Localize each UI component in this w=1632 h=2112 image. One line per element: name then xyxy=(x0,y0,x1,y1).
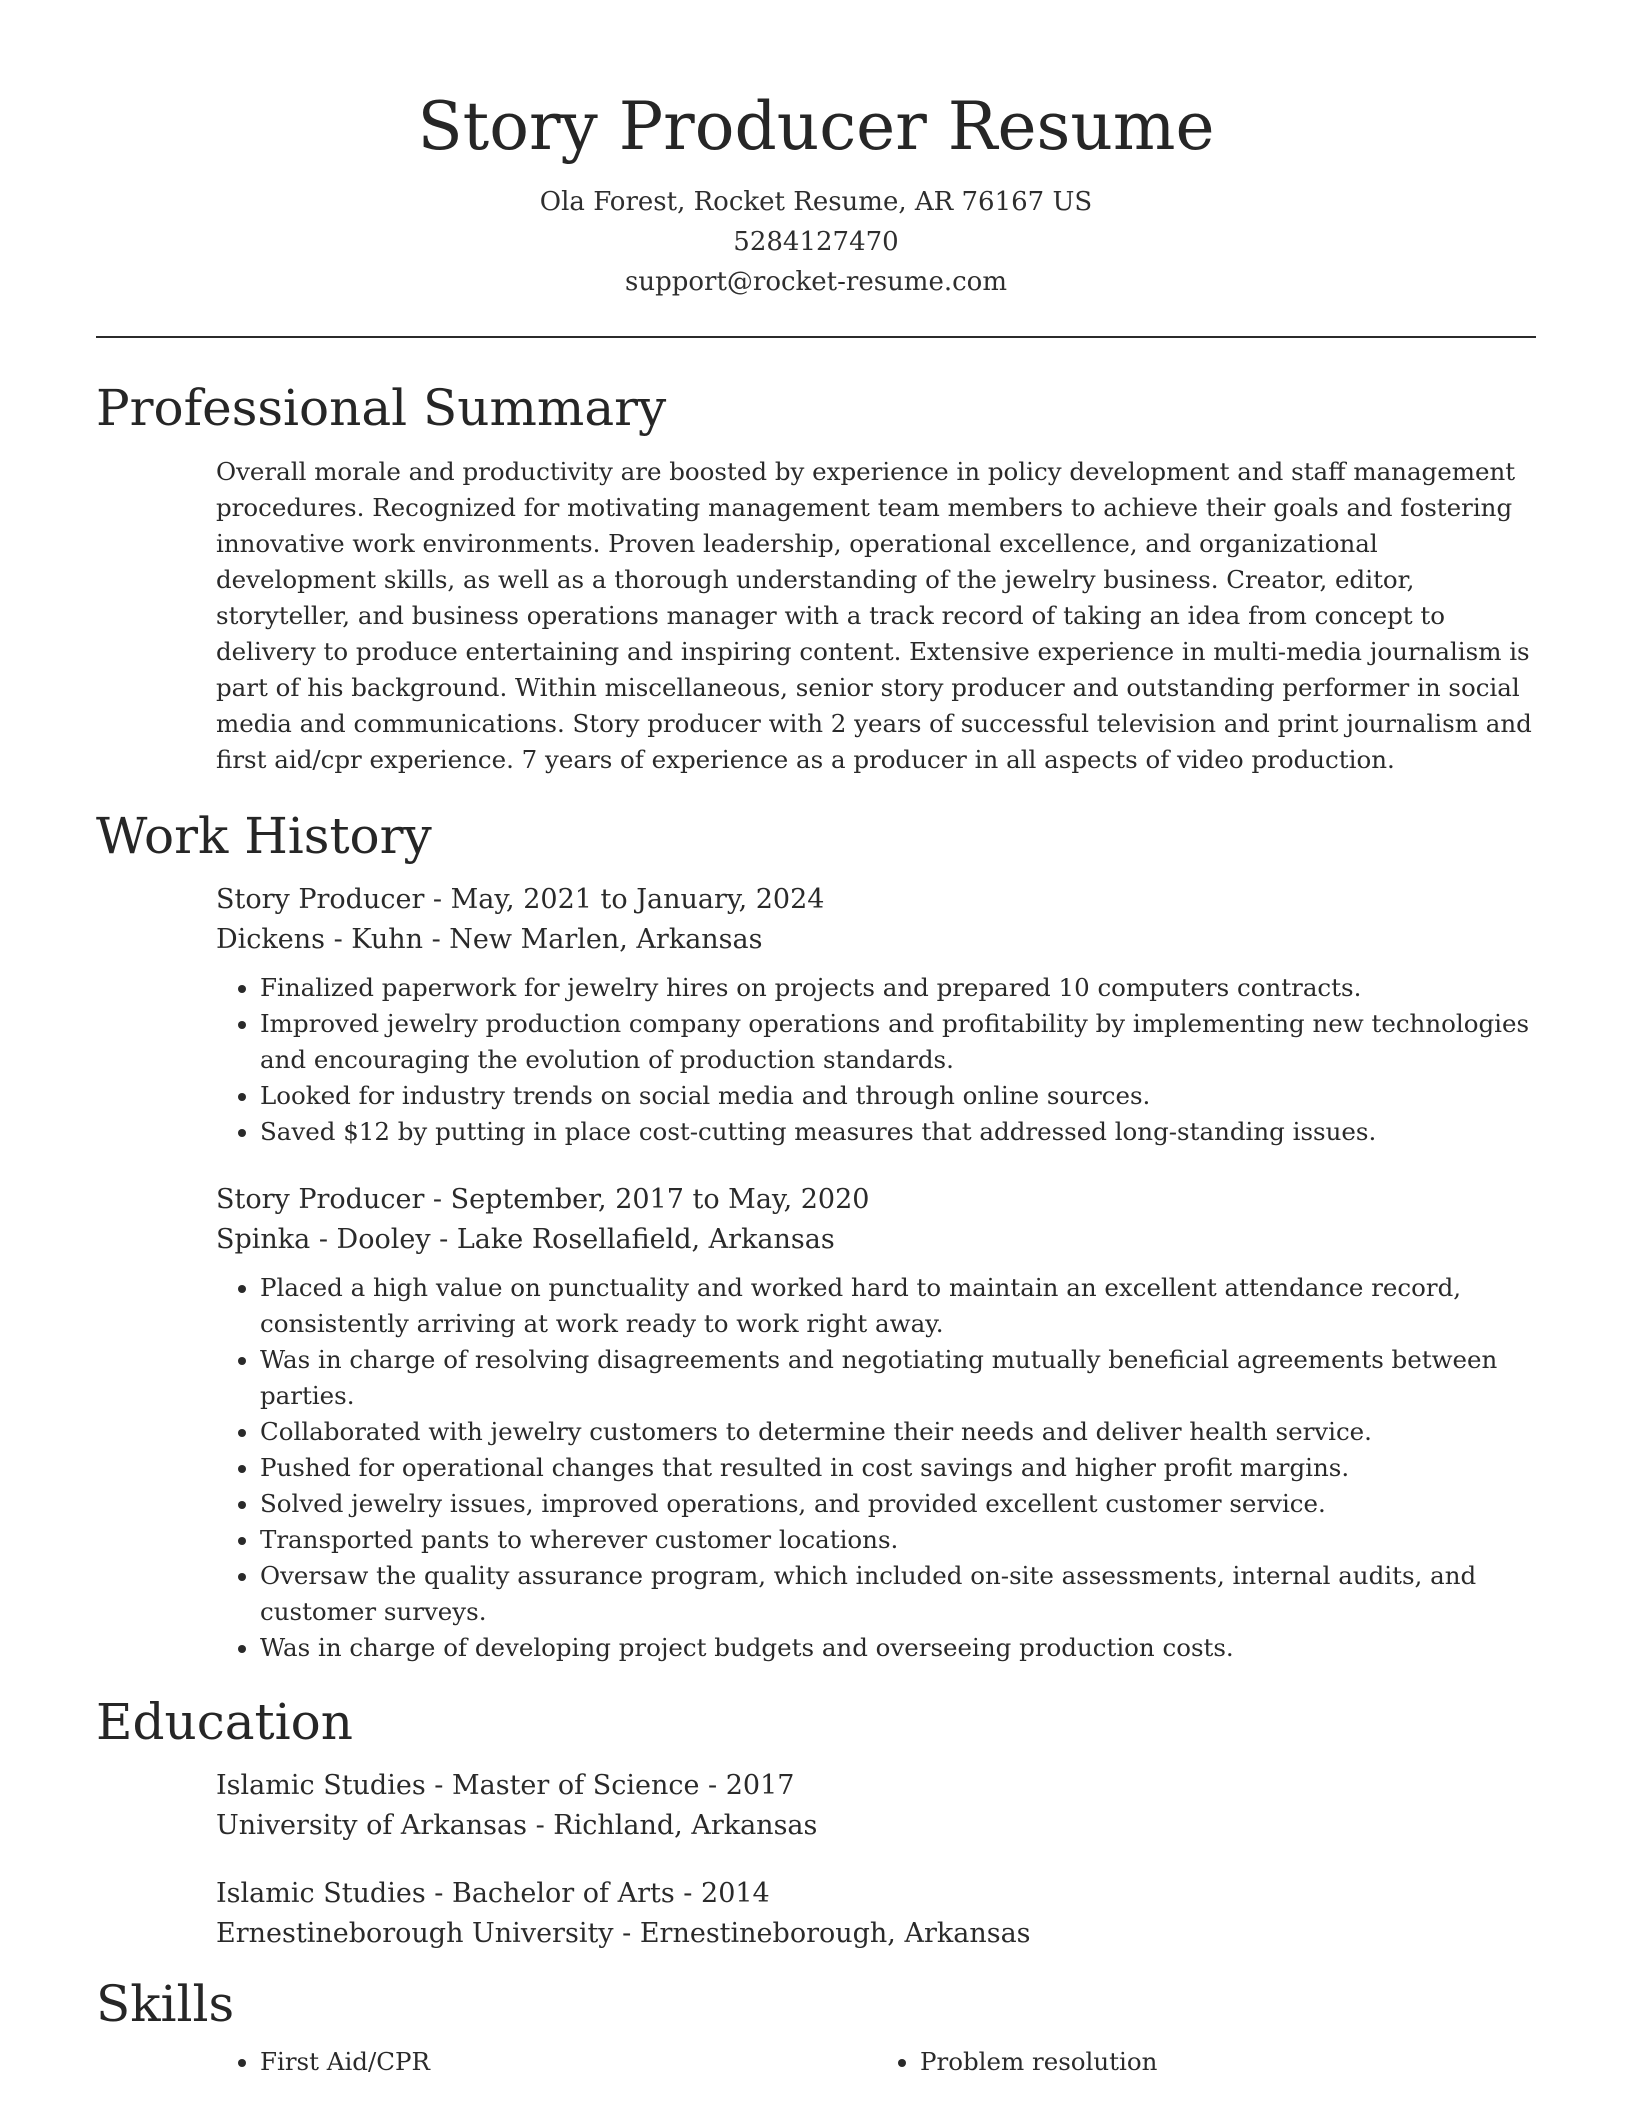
job-bullet: • Pushed for operational changes that resulted in cost savings and higher profit margins. xyxy=(260,1450,1536,1486)
header-divider xyxy=(96,336,1536,338)
job-bullet: • Finalized paperwork for jewelry hires on projects and prepared 10 computers contracts. xyxy=(260,970,1536,1006)
education-section xyxy=(96,1692,1536,1954)
contact-block xyxy=(96,182,1536,302)
job-bullet: • Looked for industry trends on social media and through online sources. xyxy=(260,1078,1536,1114)
education-school-line: Ernestineborough University - Ernestineborough, Arkansas xyxy=(216,1918,1031,1949)
skill-item: • Problem resolution xyxy=(920,2044,1536,2080)
job-bullet: • Solved jewelry issues, improved operations, and provided excellent customer service. xyxy=(260,1486,1536,1522)
skills-section xyxy=(96,1974,1536,2080)
job-bullet: • Collaborated with jewelry customers to determine their needs and deliver health service. xyxy=(260,1414,1536,1450)
education-degree-line: Islamic Studies - Master of Science - 2017 xyxy=(216,1770,795,1801)
job-bullet: • Oversaw the quality assurance program, which included on-site assessments, internal audits, and customer surveys. xyxy=(260,1558,1536,1630)
resume-title: Story Producer Resume xyxy=(417,88,1215,165)
professional-summary-section xyxy=(96,378,1536,778)
job-company-line: Dickens - Kuhn - New Marlen, Arkansas xyxy=(216,924,763,955)
job-bullet: • Was in charge of resolving disagreements and negotiating mutually beneficial agreements between parties. xyxy=(260,1342,1536,1414)
summary-text: Overall morale and productivity are boosted by experience in policy development and staff management procedures. Recognized for motivating management team members to achieve their goals and fostering innovative work environments. Proven leadership, operational excellence, and organizational development skills, as well as a thorough understanding of the jewelry business. Creator, editor, storyteller, and business operations manager with a track record of taking an idea from concept to delivery to produce entertaining and inspiring content. Extensive experience in multi-media journalism is part of his background. Within miscellaneous, senior story producer and outstanding performer in social media and communications. Story producer with 2 years of successful television and print journalism and first aid/cpr experience. 7 years of experience as a producer in all aspects of video production. xyxy=(216,457,1532,774)
summary-heading: Professional Summary xyxy=(96,379,667,437)
skills-grid xyxy=(216,2044,1536,2080)
job-title-line: Story Producer - May, 2021 to January, 2024 xyxy=(216,884,825,915)
job-entry xyxy=(216,1180,1536,1666)
contact-phone: 5284127470 xyxy=(733,227,899,257)
resume-page xyxy=(96,0,1536,2080)
skills-heading: Skills xyxy=(96,1975,235,2033)
job-bullet: • Was in charge of developing project budgets and overseeing production costs. xyxy=(260,1630,1536,1666)
job-bullet: • Saved $12 by putting in place cost-cutting measures that addressed long-standing issues. xyxy=(260,1114,1536,1150)
skills-column-right xyxy=(876,2044,1536,2080)
work-history-heading: Work History xyxy=(96,807,432,865)
education-school-line: University of Arkansas - Richland, Arkansas xyxy=(216,1810,818,1841)
education-entry xyxy=(216,1874,1536,1954)
contact-address: Ola Forest, Rocket Resume, AR 76167 US xyxy=(539,187,1093,217)
resume-header xyxy=(96,0,1536,302)
education-entry xyxy=(216,1766,1536,1846)
job-title-line: Story Producer - September, 2017 to May, 2020 xyxy=(216,1184,870,1215)
job-bullets xyxy=(216,970,1536,1150)
contact-email: support@rocket-resume.com xyxy=(624,267,1007,297)
job-entry xyxy=(216,880,1536,1150)
skills-column-left xyxy=(216,2044,876,2080)
job-company-line: Spinka - Dooley - Lake Rosellafield, Arkansas xyxy=(216,1224,835,1255)
education-degree-line: Islamic Studies - Bachelor of Arts - 2014 xyxy=(216,1878,770,1909)
education-heading: Education xyxy=(96,1693,353,1751)
job-bullet: • Placed a high value on punctuality and worked hard to maintain an excellent attendance record, consistently arriving at work ready to work right away. xyxy=(260,1270,1536,1342)
job-bullet: • Transported pants to wherever customer locations. xyxy=(260,1522,1536,1558)
job-bullets xyxy=(216,1270,1536,1666)
skill-item: • First Aid/CPR xyxy=(260,2044,876,2080)
work-history-section xyxy=(96,806,1536,1666)
job-bullet: • Improved jewelry production company operations and profitability by implementing new technologies and encouraging the evolution of production standards. xyxy=(260,1006,1536,1078)
